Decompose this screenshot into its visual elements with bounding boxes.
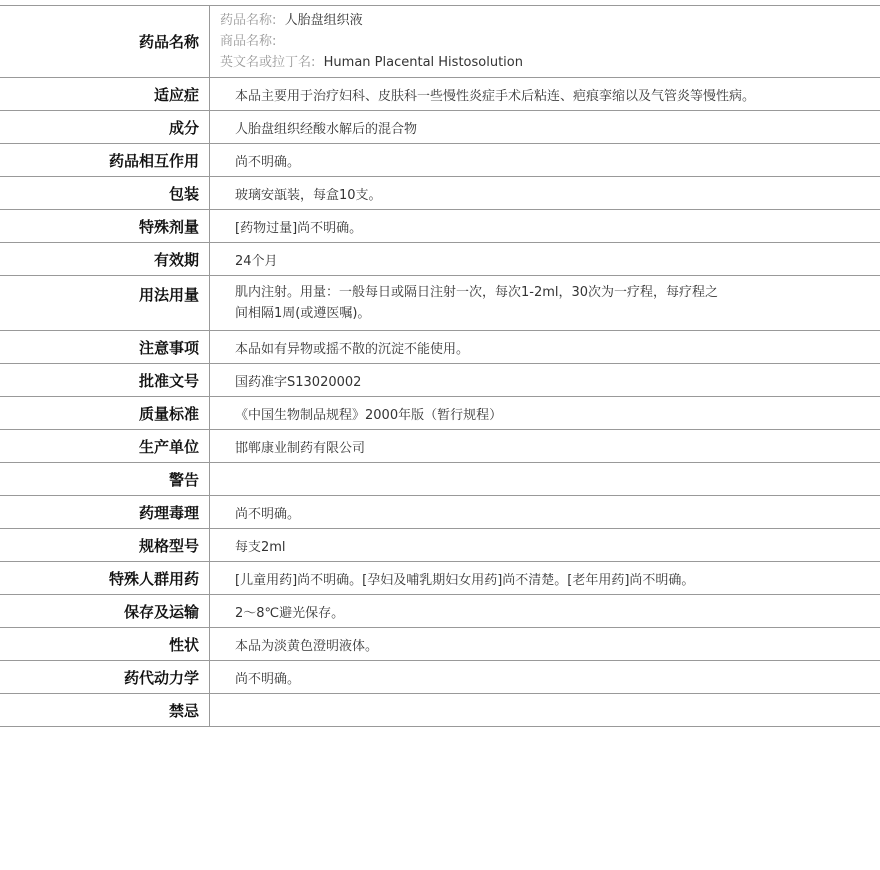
row-value — [210, 694, 880, 727]
row-value: 尚不明确。 — [210, 661, 880, 694]
row-value: 玻璃安瓿装，每盒10支。 — [210, 177, 880, 210]
table-row — [0, 331, 880, 364]
row-label: 质量标准 — [0, 397, 210, 430]
trade-name-key: 商品名称: — [220, 34, 277, 49]
table-row — [0, 397, 880, 430]
table-row — [0, 364, 880, 397]
table-row — [0, 430, 880, 463]
row-value-line: 间相隔1周(或遵医嘱)。 — [235, 306, 371, 321]
row-label: 药理毒理 — [0, 496, 210, 529]
english-name-line — [220, 52, 880, 73]
table-row — [0, 562, 880, 595]
row-value: 尚不明确。 — [210, 144, 880, 177]
table-row — [0, 210, 880, 243]
row-value: 《中国生物制品规程》2000年版（暂行规程） — [210, 397, 880, 430]
table-row — [0, 177, 880, 210]
table-row — [0, 144, 880, 177]
row-label: 有效期 — [0, 243, 210, 276]
trade-name-line — [220, 31, 880, 52]
table-row — [0, 661, 880, 694]
drug-info-table — [0, 5, 880, 727]
english-name-value: Human Placental Histosolution — [323, 55, 523, 70]
row-value: 本品主要用于治疗妇科、皮肤科一些慢性炎症手术后粘连、疤痕挛缩以及气管炎等慢性病。 — [210, 78, 880, 111]
table-row — [0, 529, 880, 562]
table-row-names — [0, 6, 880, 78]
row-value: 尚不明确。 — [210, 496, 880, 529]
table-row — [0, 276, 880, 331]
row-value: 2～8℃避光保存。 — [210, 595, 880, 628]
row-label: 包装 — [0, 177, 210, 210]
row-label: 性状 — [0, 628, 210, 661]
row-value: [儿童用药]尚不明确。[孕妇及哺乳期妇女用药]尚不清楚。[老年用药]尚不明确。 — [210, 562, 880, 595]
row-label: 保存及运输 — [0, 595, 210, 628]
table-row — [0, 78, 880, 111]
row-label: 成分 — [0, 111, 210, 144]
row-label: 特殊剂量 — [0, 210, 210, 243]
row-value: 邯郸康业制药有限公司 — [210, 430, 880, 463]
table-row — [0, 496, 880, 529]
table-row — [0, 628, 880, 661]
row-label: 批准文号 — [0, 364, 210, 397]
generic-name-key: 药品名称: — [220, 13, 277, 28]
table-row — [0, 111, 880, 144]
row-label: 特殊人群用药 — [0, 562, 210, 595]
english-name-key: 英文名或拉丁名: — [220, 55, 316, 70]
generic-name-line — [220, 10, 880, 31]
row-value: 本品为淡黄色澄明液体。 — [210, 628, 880, 661]
row-value: 国药准字S13020002 — [210, 364, 880, 397]
row-label: 生产单位 — [0, 430, 210, 463]
names-cell — [210, 6, 880, 78]
row-value: 人胎盘组织经酸水解后的混合物 — [210, 111, 880, 144]
row-label: 药品相互作用 — [0, 144, 210, 177]
table-row — [0, 243, 880, 276]
generic-name-value: 人胎盘组织液 — [284, 13, 363, 28]
row-value: 每支2ml — [210, 529, 880, 562]
row-label: 药代动力学 — [0, 661, 210, 694]
row-label: 警告 — [0, 463, 210, 496]
row-value-line: 肌内注射。用量：一般每日或隔日注射一次，每次1-2ml，30次为一疗程，每疗程之 — [235, 285, 719, 300]
row-label: 用法用量 — [0, 276, 210, 331]
row-value: 24个月 — [210, 243, 880, 276]
row-label: 药品名称 — [0, 6, 210, 78]
row-value: 本品如有异物或摇不散的沉淀不能使用。 — [210, 331, 880, 364]
table-row — [0, 694, 880, 727]
row-label: 适应症 — [0, 78, 210, 111]
row-value — [210, 276, 880, 331]
table-row — [0, 463, 880, 496]
table-row — [0, 595, 880, 628]
row-value: [药物过量]尚不明确。 — [210, 210, 880, 243]
row-label: 规格型号 — [0, 529, 210, 562]
row-label: 禁忌 — [0, 694, 210, 727]
row-label: 注意事项 — [0, 331, 210, 364]
row-value — [210, 463, 880, 496]
